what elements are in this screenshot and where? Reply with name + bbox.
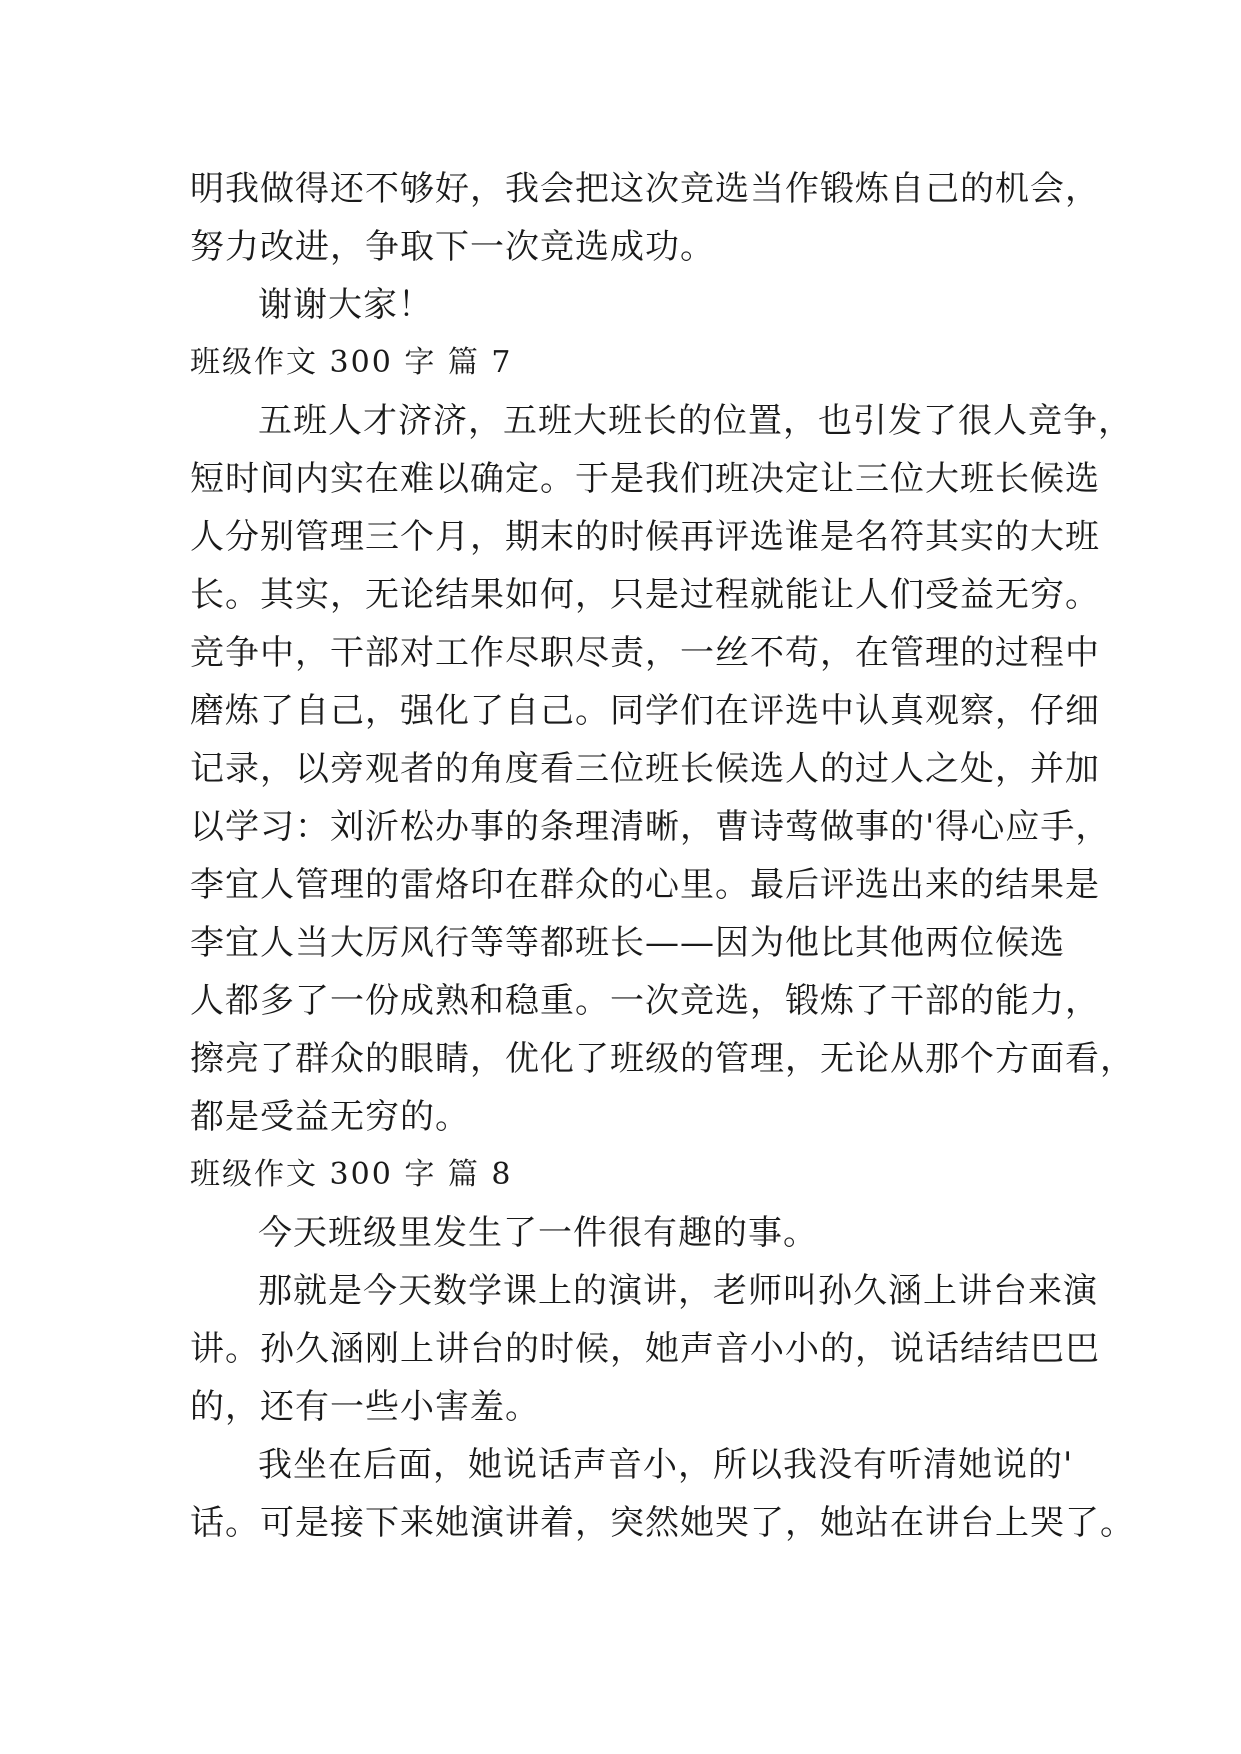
paragraph-line: 努力改进，争取下一次竞选成功。 xyxy=(190,227,715,267)
paragraph-line: 长。其实，无论结果如何，只是过程就能让人们受益无穷。 xyxy=(190,575,1100,615)
paragraph-line: 都是受益无穷的。 xyxy=(190,1097,470,1137)
paragraph-line: 竞争中，干部对工作尽职尽责，一丝不苟，在管理的过程中 xyxy=(190,633,1100,673)
paragraph-line: 明我做得还不够好，我会把这次竞选当作锻炼自己的机会， xyxy=(190,169,1100,209)
paragraph-line: 那就是今天数学课上的演讲，老师叫孙久涵上讲台来演 xyxy=(258,1271,1098,1311)
paragraph-line: 五班人才济济，五班大班长的位置，也引发了很人竞争， xyxy=(258,401,1133,441)
paragraph-line: 话。可是接下来她演讲着，突然她哭了，她站在讲台上哭了。 xyxy=(190,1503,1135,1543)
closing-line: 谢谢大家！ xyxy=(258,285,433,325)
document-page xyxy=(190,160,1135,1552)
paragraph-line: 李宜人当大厉风行等等都班长——因为他比其他两位候选 xyxy=(190,923,1065,963)
paragraph-line: 我坐在后面，她说话声音小，所以我没有听清她说的' xyxy=(258,1445,1074,1485)
paragraph-line: 今天班级里发生了一件很有趣的事。 xyxy=(258,1213,818,1253)
section-heading: 班级作文 300 字 篇 7 xyxy=(190,345,513,380)
paragraph-line: 记录，以旁观者的角度看三位班长候选人的过人之处，并加 xyxy=(190,749,1100,789)
paragraph-line: 人都多了一份成熟和稳重。一次竞选，锻炼了干部的能力， xyxy=(190,981,1100,1021)
paragraph-line: 的，还有一些小害羞。 xyxy=(190,1387,540,1427)
paragraph-line: 擦亮了群众的眼睛，优化了班级的管理，无论从那个方面看， xyxy=(190,1039,1135,1079)
section-heading: 班级作文 300 字 篇 8 xyxy=(190,1157,513,1192)
paragraph-line: 讲。孙久涵刚上讲台的时候，她声音小小的，说话结结巴巴 xyxy=(190,1329,1100,1369)
paragraph-line: 李宜人管理的雷烙印在群众的心里。最后评选出来的结果是 xyxy=(190,865,1100,905)
paragraph-line: 以学习：刘沂松办事的条理清晰，曹诗莺做事的'得心应手， xyxy=(190,807,1111,847)
paragraph-line: 人分别管理三个月，期末的时候再评选谁是名符其实的大班 xyxy=(190,517,1100,557)
paragraph-line: 短时间内实在难以确定。于是我们班决定让三位大班长候选 xyxy=(190,459,1100,499)
paragraph-line: 磨炼了自己，强化了自己。同学们在评选中认真观察，仔细 xyxy=(190,691,1100,731)
